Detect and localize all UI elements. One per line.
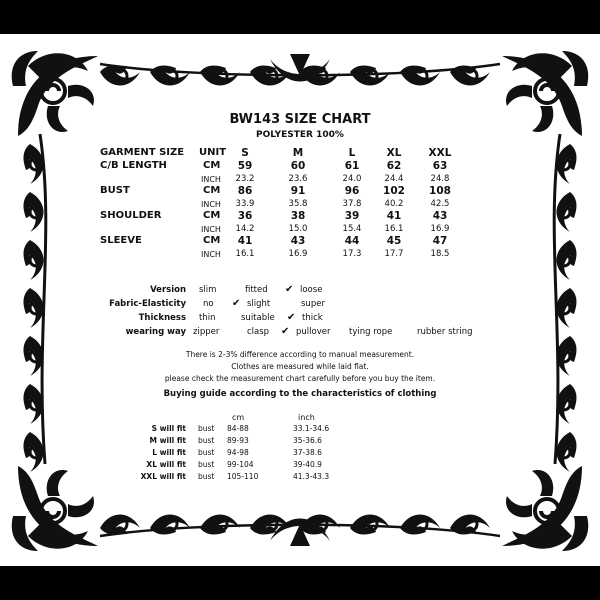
- cm-value: 43: [290, 235, 306, 247]
- check-icon: ✔: [232, 298, 241, 309]
- guide-cm-header: cm: [232, 413, 245, 422]
- inch-value: 33.9: [235, 199, 255, 209]
- inch-value: 37.8: [342, 199, 362, 209]
- cm-value: 60: [290, 160, 306, 172]
- guide-part: bust: [198, 448, 215, 457]
- property-label: wearing way: [125, 327, 186, 337]
- inch-value: 14.2: [235, 224, 255, 234]
- cm-value: 63: [432, 160, 448, 172]
- unit-cm-label: CM: [203, 210, 221, 221]
- guide-cm: 84-88: [227, 424, 249, 433]
- property-option: loose: [300, 285, 323, 295]
- guide-part: bust: [198, 460, 215, 469]
- unit-inch-label: INCH: [201, 250, 221, 259]
- unit-header: UNIT: [199, 147, 227, 158]
- cm-value: 47: [432, 235, 448, 247]
- inch-value: 16.1: [235, 249, 255, 259]
- note-line: There is 2-3% difference according to manual measurement.: [185, 350, 415, 359]
- cm-value: 39: [344, 210, 360, 222]
- guide-size: XXL will fit: [140, 472, 186, 481]
- guide-inch-header: inch: [298, 413, 315, 422]
- unit-inch-label: INCH: [201, 175, 221, 184]
- garment-size-header: GARMENT SIZE: [100, 147, 185, 158]
- guide-cm: 99-104: [227, 460, 254, 469]
- measurement-name: BUST: [100, 185, 130, 196]
- cm-value: 102: [383, 185, 405, 197]
- measurement-name: SLEEVE: [100, 235, 142, 246]
- measurement-name: SHOULDER: [100, 210, 162, 221]
- property-option: tying rope: [349, 327, 393, 337]
- property-option: no: [203, 299, 214, 309]
- inch-value: 23.2: [235, 174, 255, 184]
- inch-value: 24.0: [342, 174, 362, 184]
- cm-value: 108: [429, 185, 451, 197]
- guide-part: bust: [198, 472, 215, 481]
- guide-cm: 105-110: [227, 472, 259, 481]
- guide-inch: 35-36.6: [293, 436, 322, 445]
- unit-inch-label: INCH: [201, 200, 221, 209]
- property-option: thin: [199, 313, 216, 323]
- unit-cm-label: CM: [203, 235, 221, 246]
- cm-value: 36: [237, 210, 253, 222]
- corner-flourish: [502, 466, 588, 551]
- inch-value: 35.8: [288, 199, 308, 209]
- inch-value: 16.9: [430, 224, 450, 234]
- guide-size: M will fit: [149, 436, 186, 445]
- guide-part: bust: [198, 424, 215, 433]
- size-header-s: S: [241, 147, 249, 159]
- cm-value: 45: [386, 235, 402, 247]
- inch-value: 24.8: [430, 174, 450, 184]
- guide-size: L will fit: [152, 448, 186, 457]
- check-icon: ✔: [285, 284, 294, 295]
- cm-value: 59: [237, 160, 253, 172]
- chart-title: BW143 SIZE CHART: [229, 112, 371, 127]
- guide-part: bust: [198, 436, 215, 445]
- inch-value: 15.0: [288, 224, 308, 234]
- property-option: slight: [247, 299, 271, 309]
- cm-value: 62: [386, 160, 402, 172]
- size-header-xxl: XXL: [428, 147, 452, 159]
- property-option: super: [301, 299, 325, 309]
- inch-value: 23.6: [288, 174, 308, 184]
- buying-guide-title: Buying guide according to the characteristics of clothing: [163, 389, 437, 399]
- inch-value: 40.2: [384, 199, 404, 209]
- unit-inch-label: INCH: [201, 225, 221, 234]
- cm-value: 86: [237, 185, 253, 197]
- cm-value: 96: [344, 185, 360, 197]
- inch-value: 15.4: [342, 224, 362, 234]
- property-option: thick: [302, 313, 323, 323]
- inch-value: 18.5: [430, 249, 450, 259]
- measurement-name: C/B LENGTH: [100, 160, 167, 171]
- size-header-m: M: [292, 147, 304, 159]
- cm-value: 61: [344, 160, 360, 172]
- note-line: please check the measurement chart carefully before you buy the item.: [164, 374, 436, 383]
- property-option: zipper: [193, 327, 220, 337]
- property-label: Fabric-Elasticity: [109, 299, 186, 309]
- cm-value: 38: [290, 210, 306, 222]
- inch-value: 17.7: [384, 249, 404, 259]
- property-option: slim: [199, 285, 217, 295]
- cm-value: 44: [344, 235, 360, 247]
- check-icon: ✔: [281, 326, 290, 337]
- cm-value: 41: [386, 210, 402, 222]
- chart-subtitle: POLYESTER 100%: [256, 130, 344, 140]
- cm-value: 41: [237, 235, 253, 247]
- inch-value: 42.5: [430, 199, 450, 209]
- property-option: rubber string: [417, 327, 473, 337]
- guide-inch: 33.1-34.6: [293, 424, 330, 433]
- guide-inch: 41.3-43.3: [293, 472, 330, 481]
- check-icon: ✔: [287, 312, 296, 323]
- property-option: fitted: [245, 285, 268, 295]
- property-option: suitable: [241, 313, 275, 323]
- cm-value: 43: [432, 210, 448, 222]
- guide-inch: 39-40.9: [293, 460, 322, 469]
- inch-value: 16.9: [288, 249, 308, 259]
- guide-size: XL will fit: [146, 460, 186, 469]
- guide-cm: 89-93: [227, 436, 249, 445]
- guide-inch: 37-38.6: [293, 448, 322, 457]
- property-label: Version: [150, 285, 186, 295]
- guide-size: S will fit: [151, 424, 186, 433]
- property-label: Thickness: [138, 313, 186, 323]
- size-header-xl: XL: [386, 147, 402, 159]
- cm-value: 91: [290, 185, 306, 197]
- unit-cm-label: CM: [203, 185, 221, 196]
- property-option: pullover: [296, 327, 331, 337]
- note-line: Clothes are measured while laid flat.: [231, 362, 369, 371]
- size-header-l: L: [348, 147, 356, 159]
- property-option: clasp: [247, 327, 270, 337]
- guide-cm: 94-98: [227, 448, 249, 457]
- inch-value: 16.1: [384, 224, 404, 234]
- inch-value: 17.3: [342, 249, 362, 259]
- size-chart-sheet: [0, 34, 600, 566]
- inch-value: 24.4: [384, 174, 404, 184]
- unit-cm-label: CM: [203, 160, 221, 171]
